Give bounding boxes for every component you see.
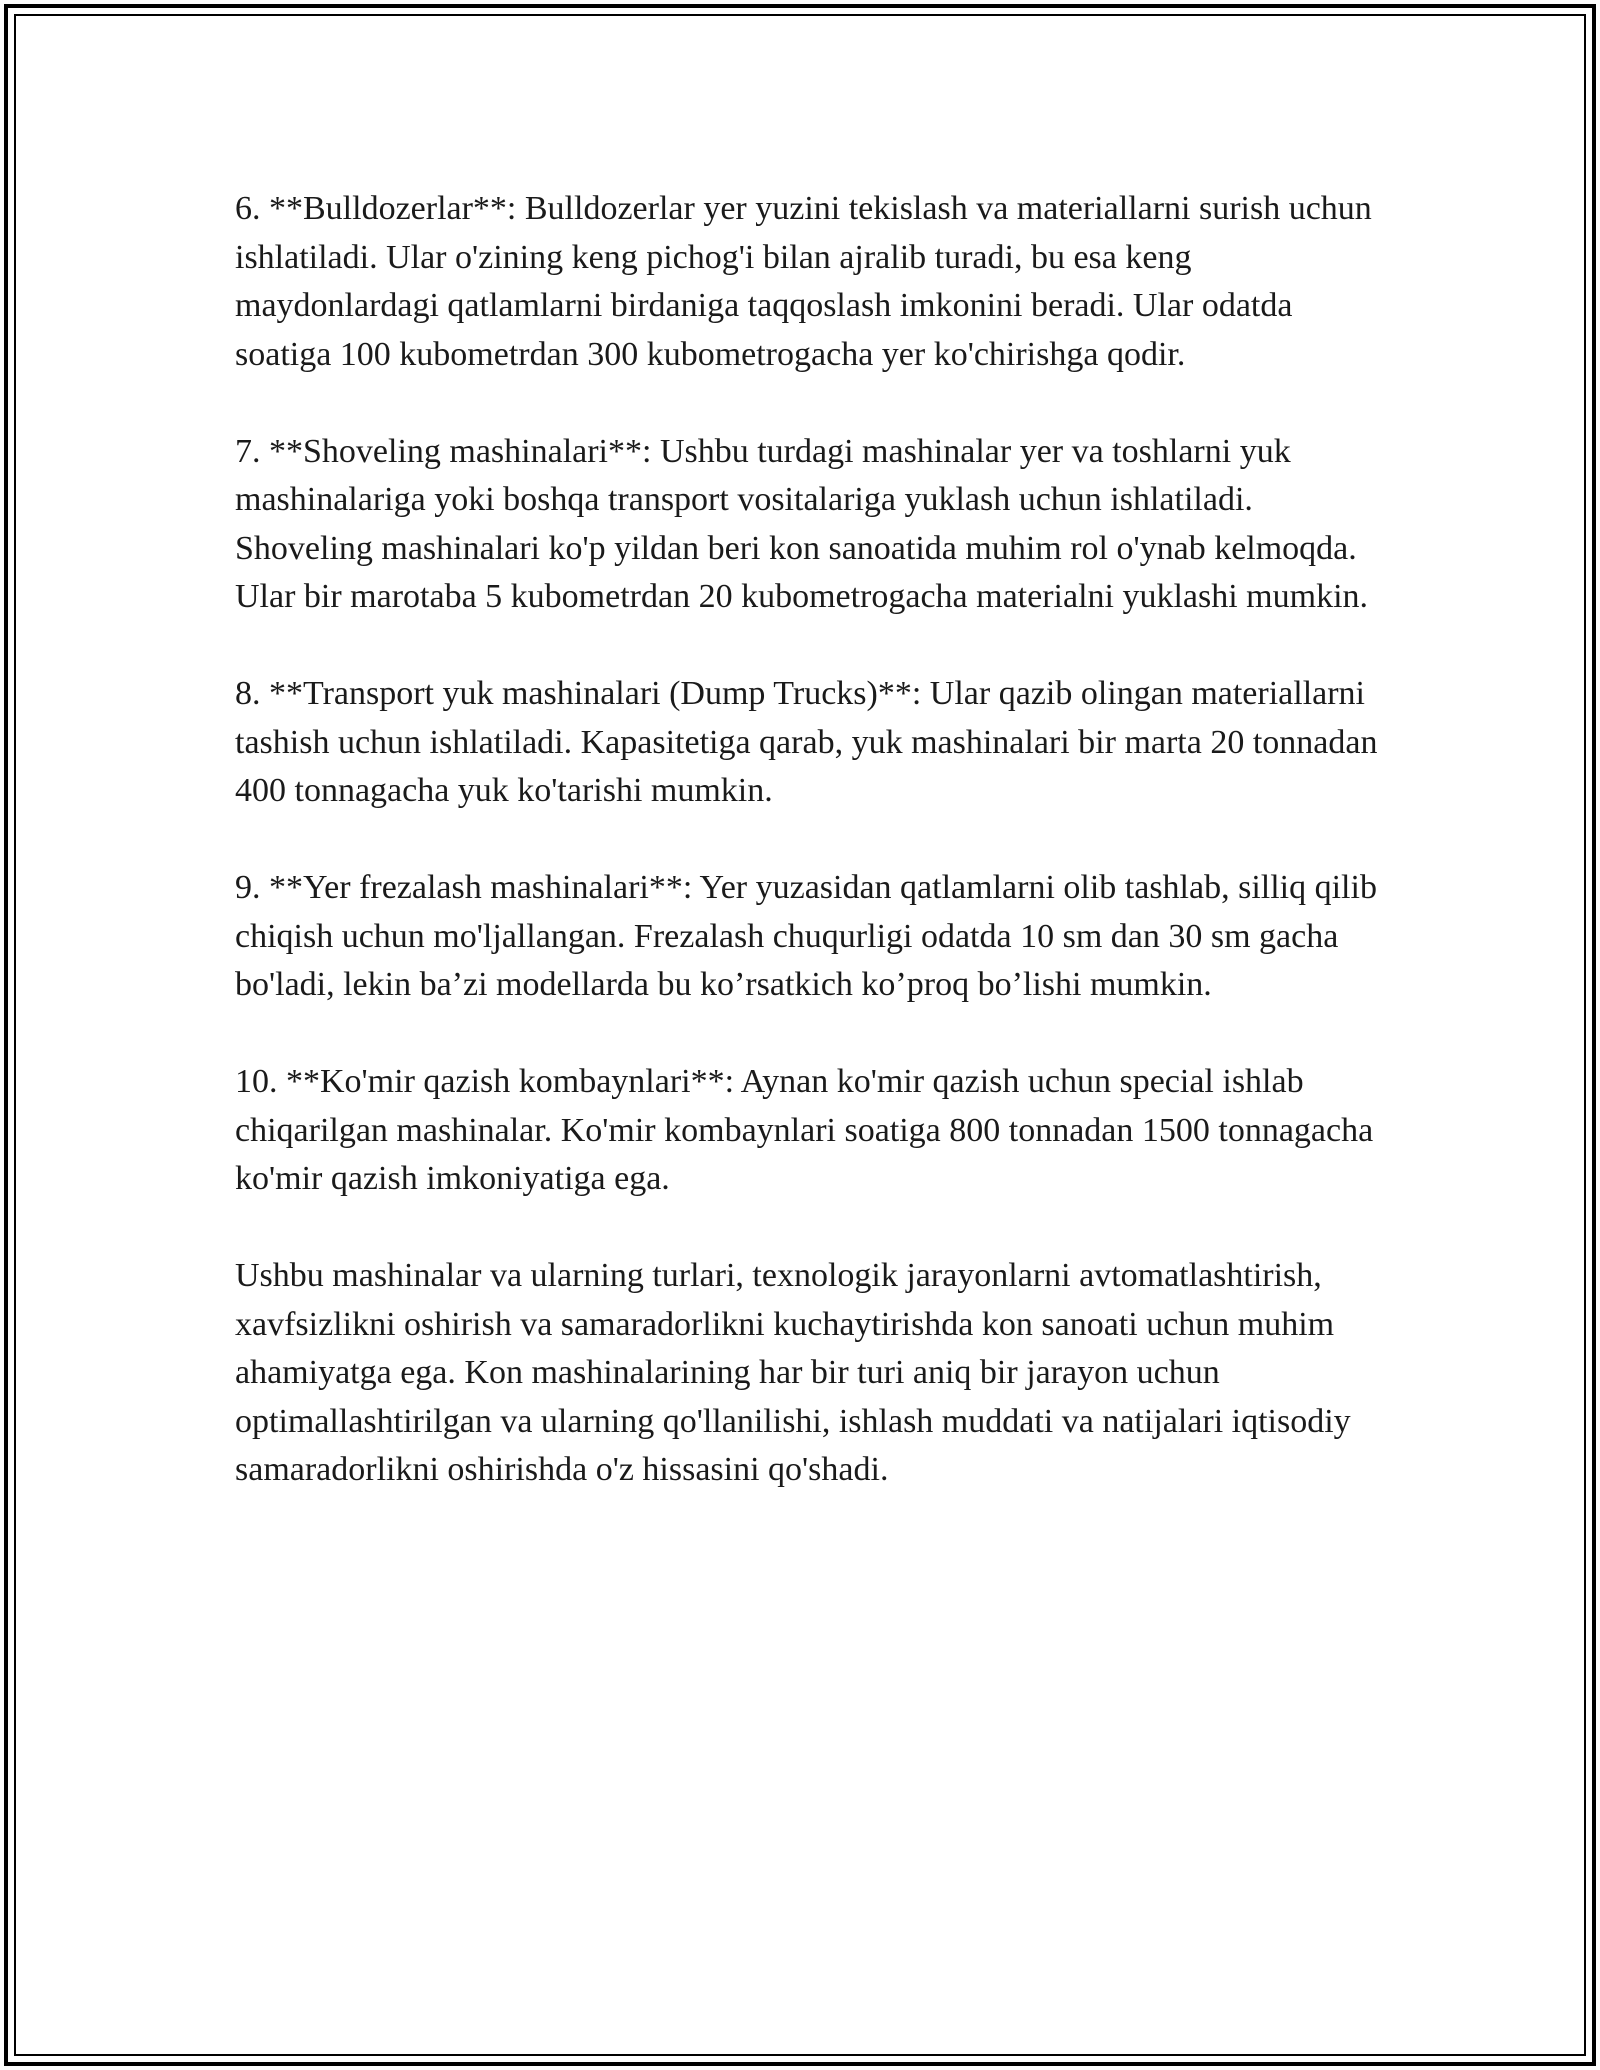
paragraph-dump-trucks: 8. **Transport yuk mashinalari (Dump Trucks)**: Ular qazib olingan materiallarni tashish uchun ishlatiladi. Kapasitetiga qarab, yuk mashinalari bir marta 20 tonnadan 400 tonnagacha yuk ko'tarishi mumkin. [235, 675, 1378, 809]
paragraph-bulldozers: 6. **Bulldozerlar**: Bulldozerlar yer yuzini tekislash va materiallarni surish uchun ishlatiladi. Ular o'zining keng pichog'i bilan ajralib turadi, bu esa keng maydonlardagi qatlamlarni birdaniga taqqoslash imkonini beradi. Ular odatda soatiga 100 kubometrdan 300 kubometrogacha yer ko'chirishga qodir. [235, 190, 1372, 373]
paragraph-conclusion: Ushbu mashinalar va ularning turlari, texnologik jarayonlarni avtomatlashtirish, xavfsizlikni oshirish va samaradorlikni kuchaytirishda kon sanoati uchun muhim ahamiyatga ega. Kon mashinalarining har bir turi aniq bir jarayon uchun optimallashtirilgan va ularning qo'llanilishi, ishlash muddati va natijalari iqtisodiy samaradorlikni oshirishda o'z hissasini qo'shadi. [235, 1257, 1351, 1488]
document-body [235, 185, 1380, 1543]
paragraph-milling-machines: 9. **Yer frezalash mashinalari**: Yer yuzasidan qatlamlarni olib tashlab, silliq qilib chiqish uchun mo'ljallangan. Frezalash chuqurligi odatda 10 sm dan 30 sm gacha bo'ladi, lekin ba’zi modellarda bu ko’rsatkich ko’proq bo’lishi mumkin. [235, 869, 1377, 1003]
paragraph-shoveling-machines: 7. **Shoveling mashinalari**: Ushbu turdagi mashinalar yer va toshlarni yuk mashinalariga yoki boshqa transport vositalariga yuklash uchun ishlatiladi. Shoveling mashinalari ko'p yildan beri kon sanoatida muhim rol o'ynab kelmoqda. Ular bir marotaba 5 kubometrdan 20 kubometrogacha materialni yuklashi mumkin. [235, 432, 1369, 615]
paragraph-coal-combines: 10. **Ko'mir qazish kombaynlari**: Aynan ko'mir qazish uchun special ishlab chiqarilgan mashinalar. Ko'mir kombaynlari soatiga 800 tonnadan 1500 tonnagacha ko'mir qazish imkoniyatiga ega. [235, 1063, 1374, 1197]
